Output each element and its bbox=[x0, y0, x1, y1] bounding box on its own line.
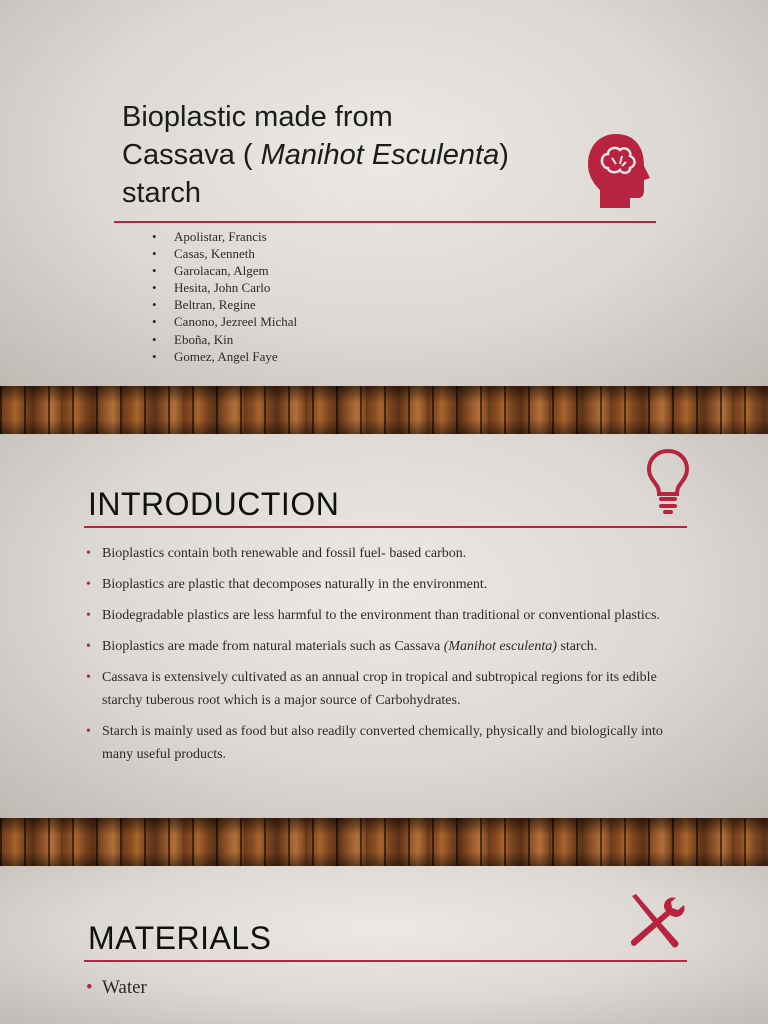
slide-materials bbox=[0, 866, 768, 1024]
title-line-2: Cassava ( Manihot Esculenta) bbox=[122, 139, 509, 171]
materials-list bbox=[86, 974, 147, 1002]
wood-divider-2 bbox=[0, 818, 768, 866]
slide-introduction bbox=[0, 434, 768, 818]
title-line-1: Bioplastic made from bbox=[122, 101, 393, 133]
list-item: • Water bbox=[86, 974, 147, 1002]
list-item: • Starch is mainly used as food but also readily converted chemically, physically and biologically into many useful products. bbox=[86, 720, 686, 766]
list-item: • Beltran, Regine bbox=[152, 296, 297, 313]
list-item: • Bioplastics contain both renewable and fossil fuel- based carbon. bbox=[86, 542, 686, 565]
slide-title bbox=[0, 0, 768, 386]
list-item: • Casas, Kenneth bbox=[152, 245, 297, 262]
introduction-bullets bbox=[86, 542, 686, 766]
wood-divider-1 bbox=[0, 386, 768, 434]
materials-divider bbox=[84, 960, 687, 962]
list-item: • Eboña, Kin bbox=[152, 331, 297, 348]
list-item: • Cassava is extensively cultivated as an annual crop in tropical and subtropical regions for its edible starchy tuberous root which is a major source of Carbohydrates. bbox=[86, 666, 686, 712]
lightbulb-icon bbox=[646, 448, 690, 516]
list-item: • Hesita, John Carlo bbox=[152, 279, 297, 296]
list-item: • Bioplastics are made from natural materials such as Cassava (Manihot esculenta) starch. bbox=[86, 635, 686, 658]
list-item: • Biodegradable plastics are less harmful to the environment than traditional or conventional plastics. bbox=[86, 604, 686, 627]
author-list bbox=[152, 228, 297, 365]
list-item: • Garolacan, Algem bbox=[152, 262, 297, 279]
head-brain-icon bbox=[586, 132, 652, 210]
list-item: • Apolistar, Francis bbox=[152, 228, 297, 245]
list-item: • Gomez, Angel Faye bbox=[152, 348, 297, 365]
title-line-3: starch bbox=[122, 177, 201, 209]
introduction-heading: INTRODUCTION bbox=[88, 486, 340, 522]
slide-title-heading bbox=[122, 98, 582, 212]
title-divider bbox=[114, 221, 656, 223]
list-item: • Bioplastics are plastic that decomposes naturally in the environment. bbox=[86, 573, 686, 596]
introduction-divider bbox=[84, 526, 687, 528]
materials-heading: MATERIALS bbox=[88, 920, 272, 956]
list-item: • Canono, Jezreel Michal bbox=[152, 313, 297, 330]
tools-icon bbox=[626, 892, 686, 950]
